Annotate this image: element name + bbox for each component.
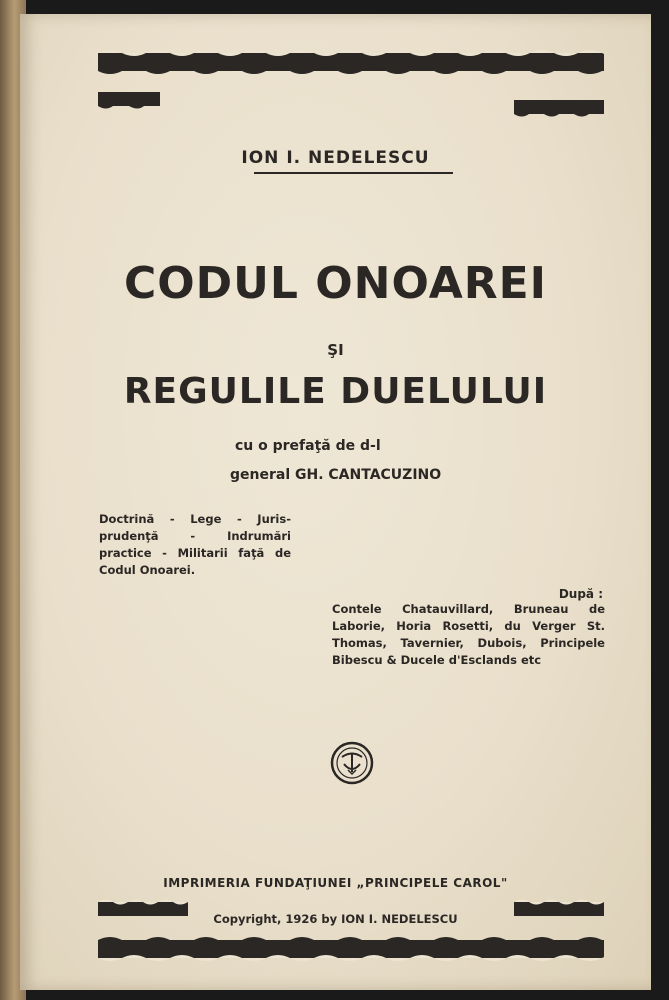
title-line-2: REGULILE DUELULUI	[123, 371, 548, 412]
preface-line-1: cu o prefaţă de d-l	[235, 438, 381, 454]
title-line-1: CODUL ONOAREI	[123, 258, 548, 309]
author-underline	[254, 172, 453, 174]
sources-label: După :	[558, 587, 603, 601]
preface-line-2: general GH. CANTACUZINO	[230, 467, 442, 483]
author-name: ION I. NEDELESCU	[241, 148, 430, 168]
sources-list: Contele Chatauvillard, Bruneau de Laborie, Horia Rosetti, du Verger St. Thomas, Tavernier, Dubois, Principele Bibescu & Ducele d'Esclands etc	[332, 602, 605, 667]
title-page	[20, 14, 651, 990]
printer-name: IMPRIMERIA FUNDAŢIUNEI „PRINCIPELE CAROL"	[163, 876, 508, 890]
title-conjunction: ŞI	[327, 341, 344, 359]
publisher-emblem-icon	[330, 740, 374, 786]
top-wave-band-full	[98, 50, 604, 80]
bottom-wave-band-right	[514, 898, 604, 922]
top-wave-band-right	[514, 96, 604, 120]
top-wave-band-left	[98, 88, 160, 112]
doctrine-description: Doctrină - Lege - Juris- prudenţă - Indrumări practice - Militarii faţă de Codul Onoarei.	[99, 512, 291, 577]
copyright-notice: Copyright, 1926 by ION I. NEDELESCU	[213, 912, 458, 926]
bottom-wave-band-left	[98, 898, 188, 922]
bottom-wave-band-full	[98, 934, 604, 964]
